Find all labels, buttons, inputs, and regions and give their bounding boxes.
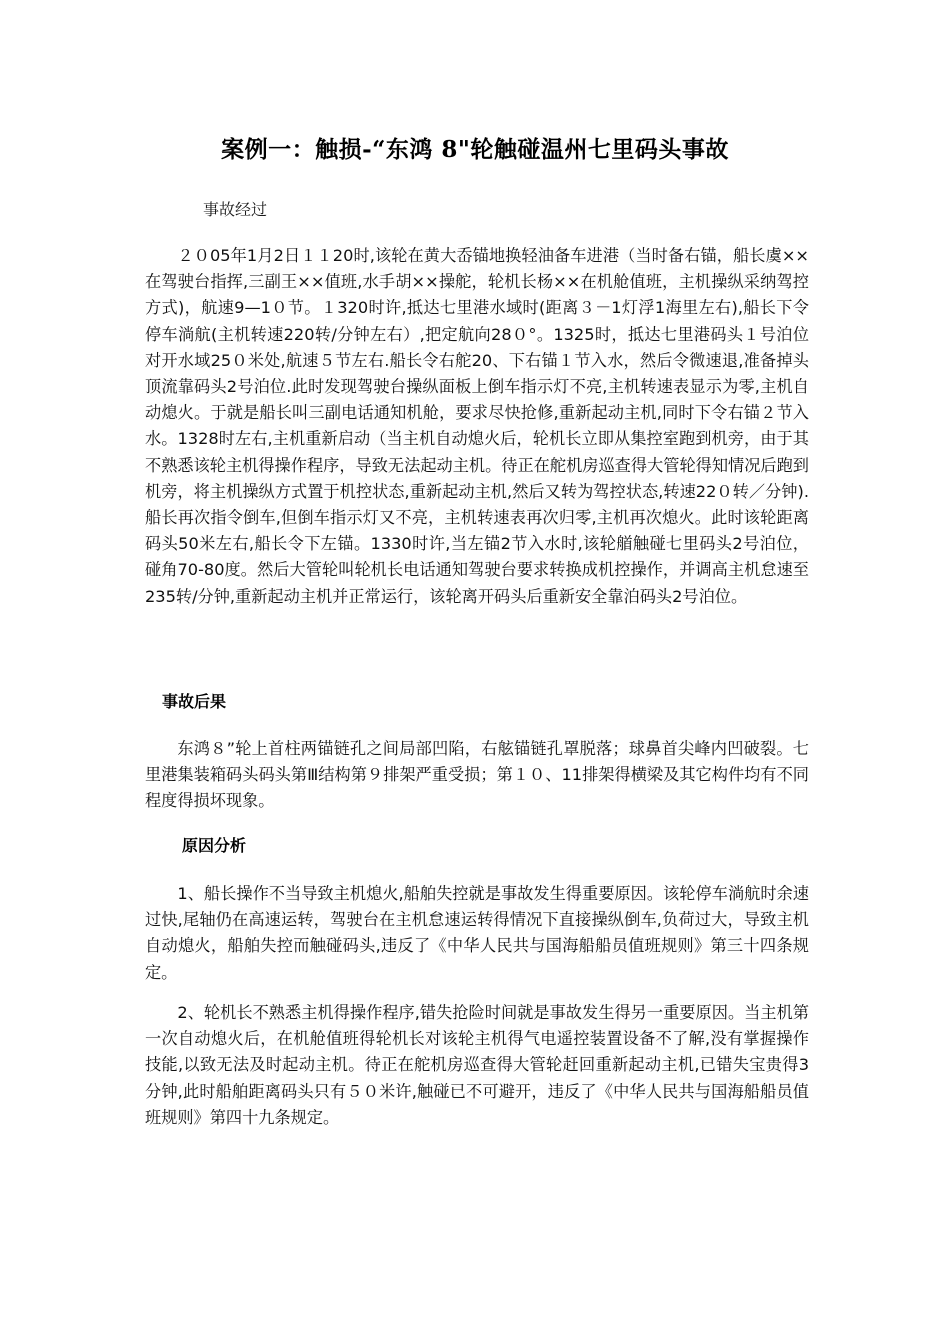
- paragraph-cause-2: 2、轮机长不熟悉主机得操作程序,错失抢险时间就是事故发生得另一重要原因。当主机第一次自动熄火后，在机舱值班得轮机长对该轮主机得气电遥控装置设备不了解,没有掌握操作技能,以致无法及时起动主机。待正在舵机房巡查得大管轮赶回重新起动主机,已错失宝贵得3分钟,此时船舶距离码头只有５０米许,触碰已不可避开，违反了《中华人民共与国海船船员值班规则》第四十九条规定。: [145, 1003, 809, 1127]
- section-label-cause: 原因分析: [182, 836, 247, 855]
- paragraph-course: ２０05年1月2日１１20时,该轮在黄大岙锚地换轻油备车进港（当时备右锚，船长虞××在驾驶台指挥,三副王××值班,水手胡××操舵，轮机长杨××在机舱值班，主机操纵采纳驾控方式)，航速9—1０节。１320时许,抵达七里港水域时(距离３－1灯浮1海里左右),船长下令停车淌航(主机转速220转/分钟左右）,把定航向28０°。1325时，抵达七里港码头１号泊位对开水域25０米处,航速５节左右.船长令右舵20、下右锚１节入水，然后令微速退,准备掉头顶流靠码头2号泊位.此时发现驾驶台操纵面板上倒车指示灯不亮,主机转速表显示为零,主机自动熄火。于就是船长叫三副电话通知机舱，要求尽快抢修,重新起动主机,同时下令右锚２节入水。1328时左右,主机重新启动（当主机自动熄火后，轮机长立即从集控室跑到机旁，由于其不熟悉该轮主机得操作程序，导致无法起动主机。待正在舵机房巡查得大管轮得知情况后跑到机旁，将主机操纵方式置于机控状态,重新起动主机,然后又转为驾控状态,转速22０转／分钟).船长再次指令倒车,但倒车指示灯又不亮，主机转速表再次归零,主机再次熄火。此时该轮距离码头50米左右,船长令下左锚。1330时许,当左锚2节入水时,该轮艏触碰七里码头2号泊位，碰角70-80度。然后大管轮叫轮机长电话通知驾驶台要求转换成机控操作，并调高主机怠速至235转/分钟,重新起动主机并正常运行，该轮离开码头后重新安全靠泊码头2号泊位。: [145, 246, 809, 606]
- paragraph-consequence: 东鸿８”轮上首柱两锚链孔之间局部凹陷，右舷锚链孔罩脱落；球鼻首尖峰内凹破裂。七里港集装箱码头码头第Ⅲ结构第９排架严重受损；第１０、11排架得横梁及其它构件均有不同程度得损坏现象。: [145, 739, 809, 811]
- section-label-consequence: 事故后果: [162, 692, 227, 711]
- document-title: 案例一：触损-“东鸿 8"轮触碰温州七里码头事故: [221, 136, 729, 163]
- paragraph-cause-1: 1、船长操作不当导致主机熄火,船舶失控就是事故发生得重要原因。该轮停车淌航时余速过快,尾轴仍在高速运转，驾驶台在主机怠速运转得情况下直接操纵倒车,负荷过大，导致主机自动熄火，船舶失控而触碰码头,违反了《中华人民共与国海船船员值班规则》第三十四条规定。: [145, 884, 809, 982]
- section-label-course: 事故经过: [203, 200, 268, 219]
